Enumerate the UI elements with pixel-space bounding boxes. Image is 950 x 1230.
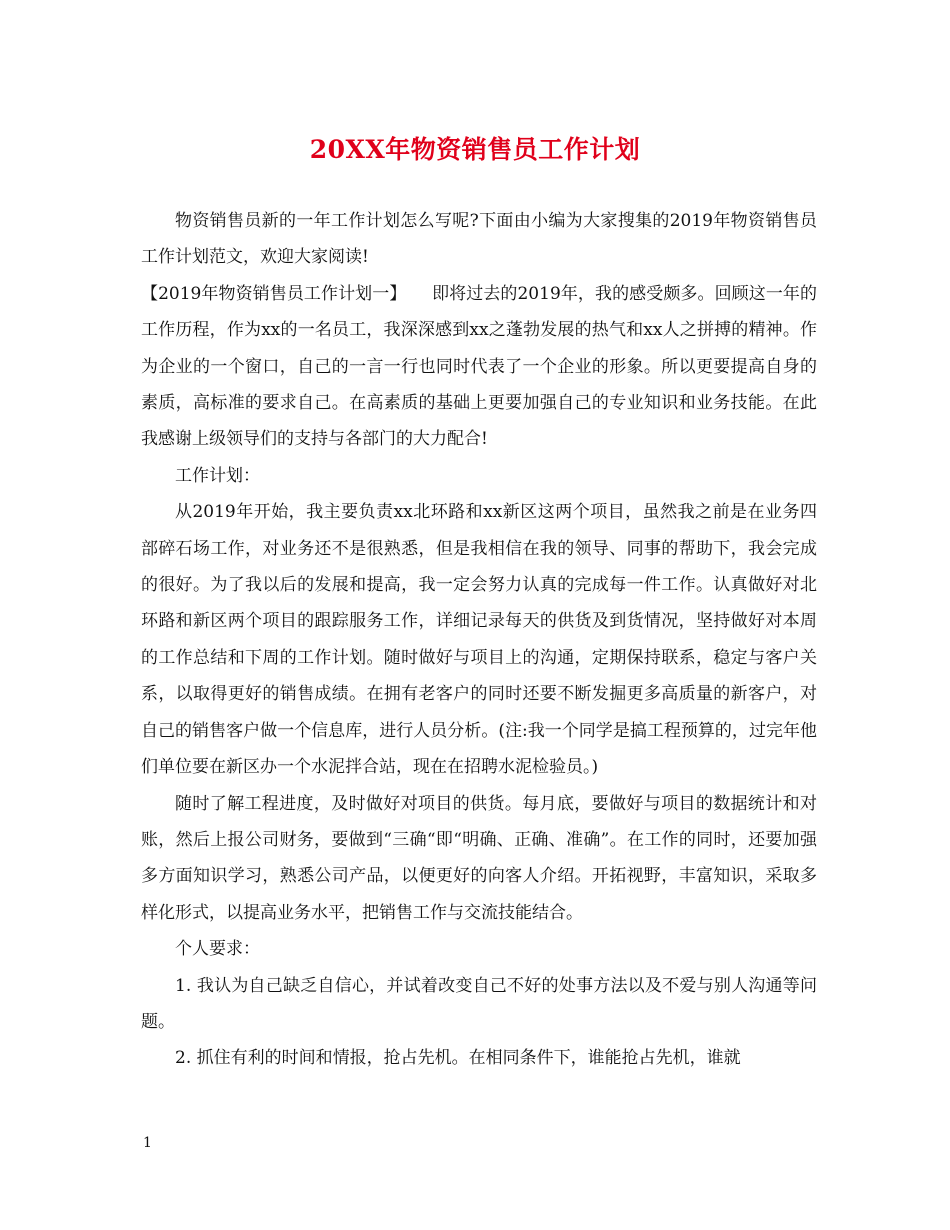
paragraph-requirement-two: 2. 抓住有利的时间和情报，抢占先机。在相同条件下，谁能抢占先机，谁就	[175, 1048, 741, 1069]
document-body	[141, 203, 817, 1077]
paragraph-requirement-one: 1. 我认为自己缺乏自信心，并试着改变自己不好的处事方法以及不爱与别人沟通等问题。	[141, 975, 817, 1032]
paragraph-intro: 物资销售员新的一年工作计划怎么写呢?下面由小编为大家搜集的2019年物资销售员工作计划范文，欢迎大家阅读!	[141, 211, 817, 268]
page-number: 1	[143, 1135, 152, 1151]
paragraph-project-supply: 随时了解工程进度，及时做好对项目的供货。每月底，要做好与项目的数据统计和对账，然后上报公司财务，要做到“三确“即“明确、正确、准确”。在工作的同时，还要加强多方面知识学习，熟悉公司产品，以便更好的向客人介绍。开拓视野，丰富知识，采取多样化形式，以提高业务水平，把销售工作与交流技能结合。	[141, 793, 817, 923]
paragraph-plan-one: 【2019年物资销售员工作计划一】 即将过去的2019年，我的感受颇多。回顾这一年的工作历程，作为xx的一名员工，我深深感到xx之蓬勃发展的热气和xx人之拼搏的精神。作为企业的一个窗口，自己的一言一行也同时代表了一个企业的形象。所以更要提高自身的素质，高标准的要求自己。在高素质的基础上更要加强自己的专业知识和业务技能。在此我感谢上级领导们的支持与各部门的大力配合!	[141, 283, 817, 450]
paragraph-personal-requirements-heading: 个人要求：	[175, 939, 260, 960]
paragraph-work-plan-details: 从2019年开始，我主要负责xx北环路和xx新区这两个项目，虽然我之前是在业务四部碎石场工作，对业务还不是很熟悉，但是我相信在我的领导、同事的帮助下，我会完成的很好。为了我以后的发展和提高，我一定会努力认真的完成每一件工作。认真做好对北环路和新区两个项目的跟踪服务工作，详细记录每天的供货及到货情况，坚持做好对本周的工作总结和下周的工作计划。随时做好与项目上的沟通，定期保持联系，稳定与客户关系，以取得更好的销售成绩。在拥有老客户的同时还要不断发掘更多高质量的新客户，对自己的销售客户做一个信息库，进行人员分析。(注:我一个同学是搞工程预算的，过完年他们单位要在新区办一个水泥拌合站，现在在招聘水泥检验员。)	[141, 502, 817, 778]
paragraph-work-plan-heading: 工作计划：	[175, 465, 260, 486]
document-title: 20XX年物资销售员工作计划	[309, 135, 641, 164]
